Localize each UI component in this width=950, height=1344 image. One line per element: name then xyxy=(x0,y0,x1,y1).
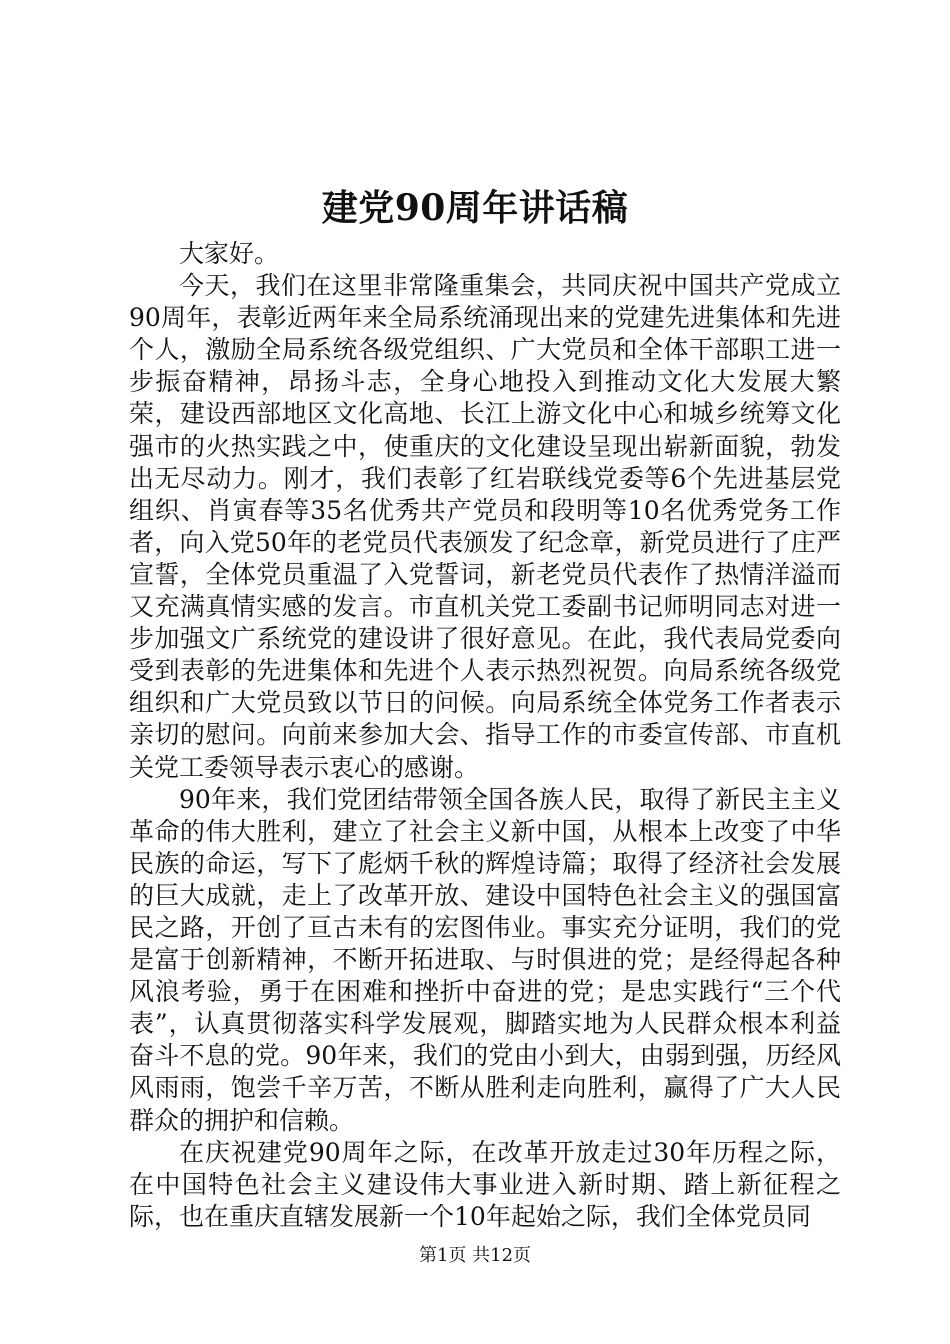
document-body xyxy=(129,238,841,1233)
paragraph-greeting: 大家好。 xyxy=(179,239,280,268)
paragraph-occasion: 在庆祝建党90周年之际，在改革开放走过30年历程之际，在中国特色社会主义建设伟大事业进入新时期、踏上新征程之际，也在重庆直辖发展新一个10年起始之际，我们全体党员同 xyxy=(129,1137,841,1231)
page-footer: 第1页 共12页 xyxy=(418,1245,532,1266)
paragraph-history: 90年来，我们党团结带领全国各族人民，取得了新民主主义革命的伟大胜利，建立了社会主义新中国，从根本上改变了中华民族的命运，写下了彪炳千秋的辉煌诗篇；取得了经济社会发展的巨大成就，走上了改革开放、建设中国特色社会主义的强国富民之路，开创了亘古未有的宏图伟业。事实充分证明，我们的党是富于创新精神，不断开拓进取、与时俱进的党；是经得起各种风浪考验，勇于在困难和挫折中奋进的党；是忠实践行“三个代表”，认真贯彻落实科学发展观，脚踏实地为人民群众根本利益奋斗不息的党。90年来，我们的党由小到大，由弱到强，历经风风雨雨，饱尝千辛万苦，不断从胜利走向胜利，赢得了广大人民群众的拥护和信赖。 xyxy=(129,784,841,1135)
document-title: 建党90周年讲话稿 xyxy=(321,187,629,229)
paragraph-opening: 今天，我们在这里非常隆重集会，共同庆祝中国共产党成立90周年，表彰近两年来全局系统涌现出来的党建先进集体和先进个人，激励全局系统各级党组织、广大党员和全体干部职工进一步振奋精神，昂扬斗志，全身心地投入到推动文化大发展大繁荣，建设西部地区文化高地、长江上游文化中心和城乡统筹文化强市的火热实践之中，使重庆的文化建设呈现出崭新面貌，勃发出无尽动力。刚才，我们表彰了红岩联线党委等6个先进基层党组织、肖寅春等35名优秀共产党员和段明等10名优秀党务工作者，向入党50年的老党员代表颁发了纪念章，新党员进行了庄严宣誓，全体党员重温了入党誓词，新老党员代表作了热情洋溢而又充满真情实感的发言。市直机关党工委副书记师明同志对进一步加强文广系统党的建设讲了很好意见。在此，我代表局党委向受到表彰的先进集体和先进个人表示热烈祝贺。向局系统各级党组织和广大党员致以节日的问候。向局系统全体党务工作者表示亲切的慰问。向前来参加大会、指导工作的市委宣传部、市直机关党工委领导表示衷心的感谢。 xyxy=(129,271,841,782)
